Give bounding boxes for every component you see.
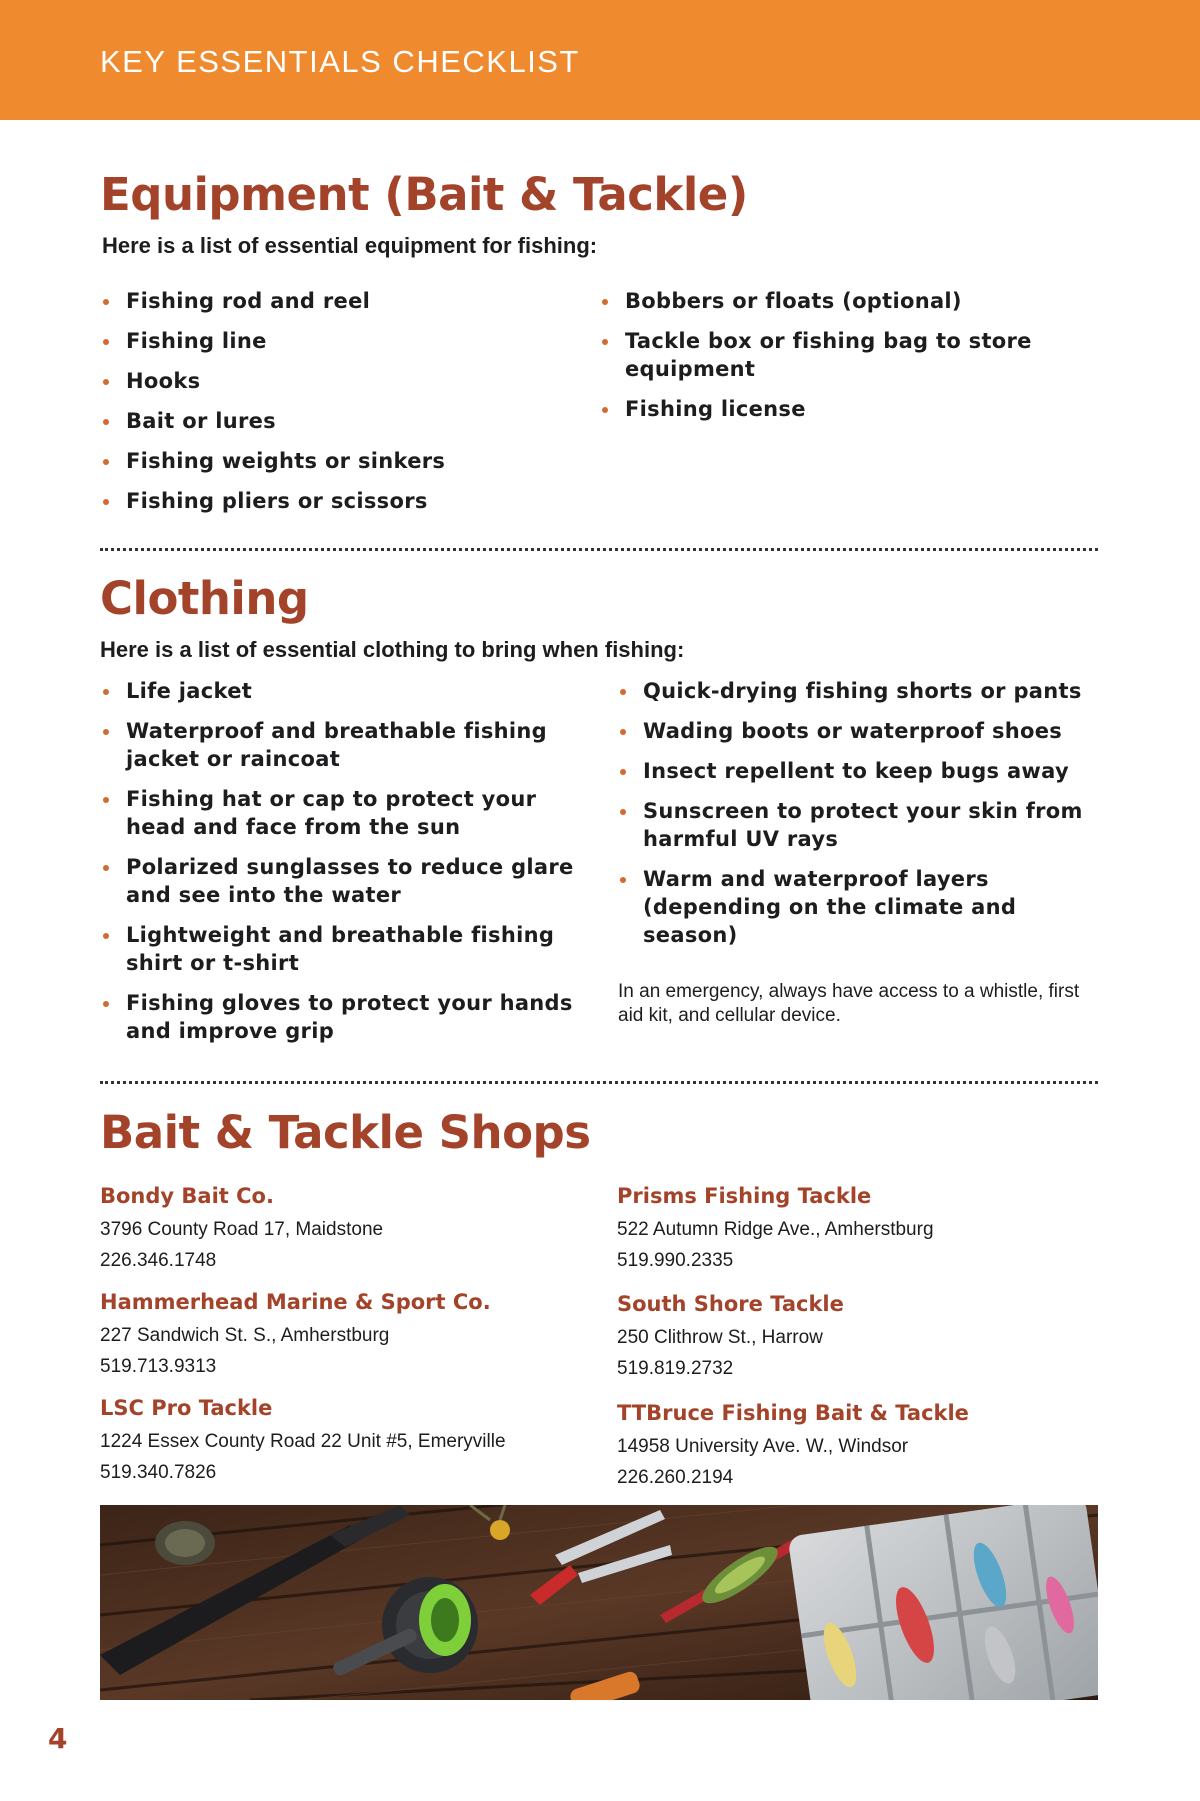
shop-phone: 226.260.2194 (617, 1467, 734, 1488)
shop-address: 250 Clithrow St., Harrow (617, 1327, 823, 1348)
list-item: Lightweight and breathable fishing shirt or t-shirt (100, 921, 600, 977)
shop-phone: 519.990.2335 (617, 1250, 734, 1271)
equipment-list-left (100, 287, 560, 527)
shop-name: TTBruce Fishing Bait & Tackle (617, 1401, 969, 1425)
list-item: Fishing line (100, 327, 560, 355)
list-item: Fishing hat or cap to protect your head and face from the sun (100, 785, 600, 841)
shop-name: Bondy Bait Co. (100, 1184, 274, 1208)
shop-address: 3796 County Road 17, Maidstone (100, 1219, 384, 1240)
section-divider (100, 1081, 1098, 1084)
list-item: Fishing gloves to protect your hands and improve grip (100, 989, 600, 1045)
shop-entry (100, 1290, 620, 1382)
shop-name: LSC Pro Tackle (100, 1396, 273, 1420)
shop-phone: 519.713.9313 (100, 1356, 217, 1377)
list-item: Insect repellent to keep bugs away (617, 757, 1102, 785)
list-item: Tackle box or fishing bag to store equipment (599, 327, 1039, 383)
clothing-intro: Here is a list of essential clothing to bring when fishing: (100, 637, 685, 662)
shop-phone: 519.340.7826 (100, 1462, 217, 1483)
shop-phone: 519.819.2732 (617, 1358, 734, 1379)
clothing-title: Clothing (100, 572, 309, 625)
equipment-intro: Here is a list of essential equipment for fishing: (102, 233, 598, 258)
equipment-title: Equipment (Bait & Tackle) (100, 168, 748, 221)
list-item: Bait or lures (100, 407, 560, 435)
header-bar (0, 0, 1200, 120)
list-item: Hooks (100, 367, 560, 395)
shop-address: 14958 University Ave. W., Windsor (617, 1436, 909, 1457)
page-number: 4 (48, 1722, 68, 1755)
list-item: Bobbers or floats (optional) (599, 287, 1039, 315)
emergency-note: In an emergency, always have access to a whistle, first aid kit, and cellular device. (618, 981, 1080, 1026)
shops-title: Bait & Tackle Shops (100, 1106, 591, 1159)
list-item: Polarized sunglasses to reduce glare and see into the water (100, 853, 600, 909)
clothing-list-right (617, 677, 1102, 961)
list-item: Sunscreen to protect your skin from harmful UV rays (617, 797, 1102, 853)
list-item: Fishing license (599, 395, 1039, 423)
list-item: Warm and waterproof layers (depending on the climate and season) (617, 865, 1102, 949)
list-item: Fishing rod and reel (100, 287, 560, 315)
shop-name: Prisms Fishing Tackle (617, 1184, 872, 1208)
shop-address: 1224 Essex County Road 22 Unit #5, Emeryville (100, 1431, 506, 1452)
shop-name: Hammerhead Marine & Sport Co. (100, 1290, 491, 1314)
list-item: Fishing weights or sinkers (100, 447, 560, 475)
shop-name: South Shore Tackle (617, 1292, 844, 1316)
shop-address: 522 Autumn Ridge Ave., Amherstburg (617, 1219, 934, 1240)
shop-entry (617, 1401, 1137, 1493)
clothing-list-left (100, 677, 600, 1057)
fishing-gear-photo (100, 1505, 1098, 1700)
shop-entry (100, 1184, 620, 1276)
header-title: KEY ESSENTIALS CHECKLIST (100, 44, 580, 79)
list-item: Quick-drying fishing shorts or pants (617, 677, 1102, 705)
shop-entry (617, 1184, 1137, 1276)
shop-address: 227 Sandwich St. S., Amherstburg (100, 1325, 390, 1346)
equipment-list-right (599, 287, 1039, 435)
list-item: Waterproof and breathable fishing jacket or raincoat (100, 717, 600, 773)
shop-entry (100, 1396, 620, 1488)
list-item: Fishing pliers or scissors (100, 487, 560, 515)
list-item: Life jacket (100, 677, 600, 705)
shop-phone: 226.346.1748 (100, 1250, 217, 1271)
section-divider (100, 548, 1098, 551)
shop-entry (617, 1292, 1137, 1384)
list-item: Wading boots or waterproof shoes (617, 717, 1102, 745)
